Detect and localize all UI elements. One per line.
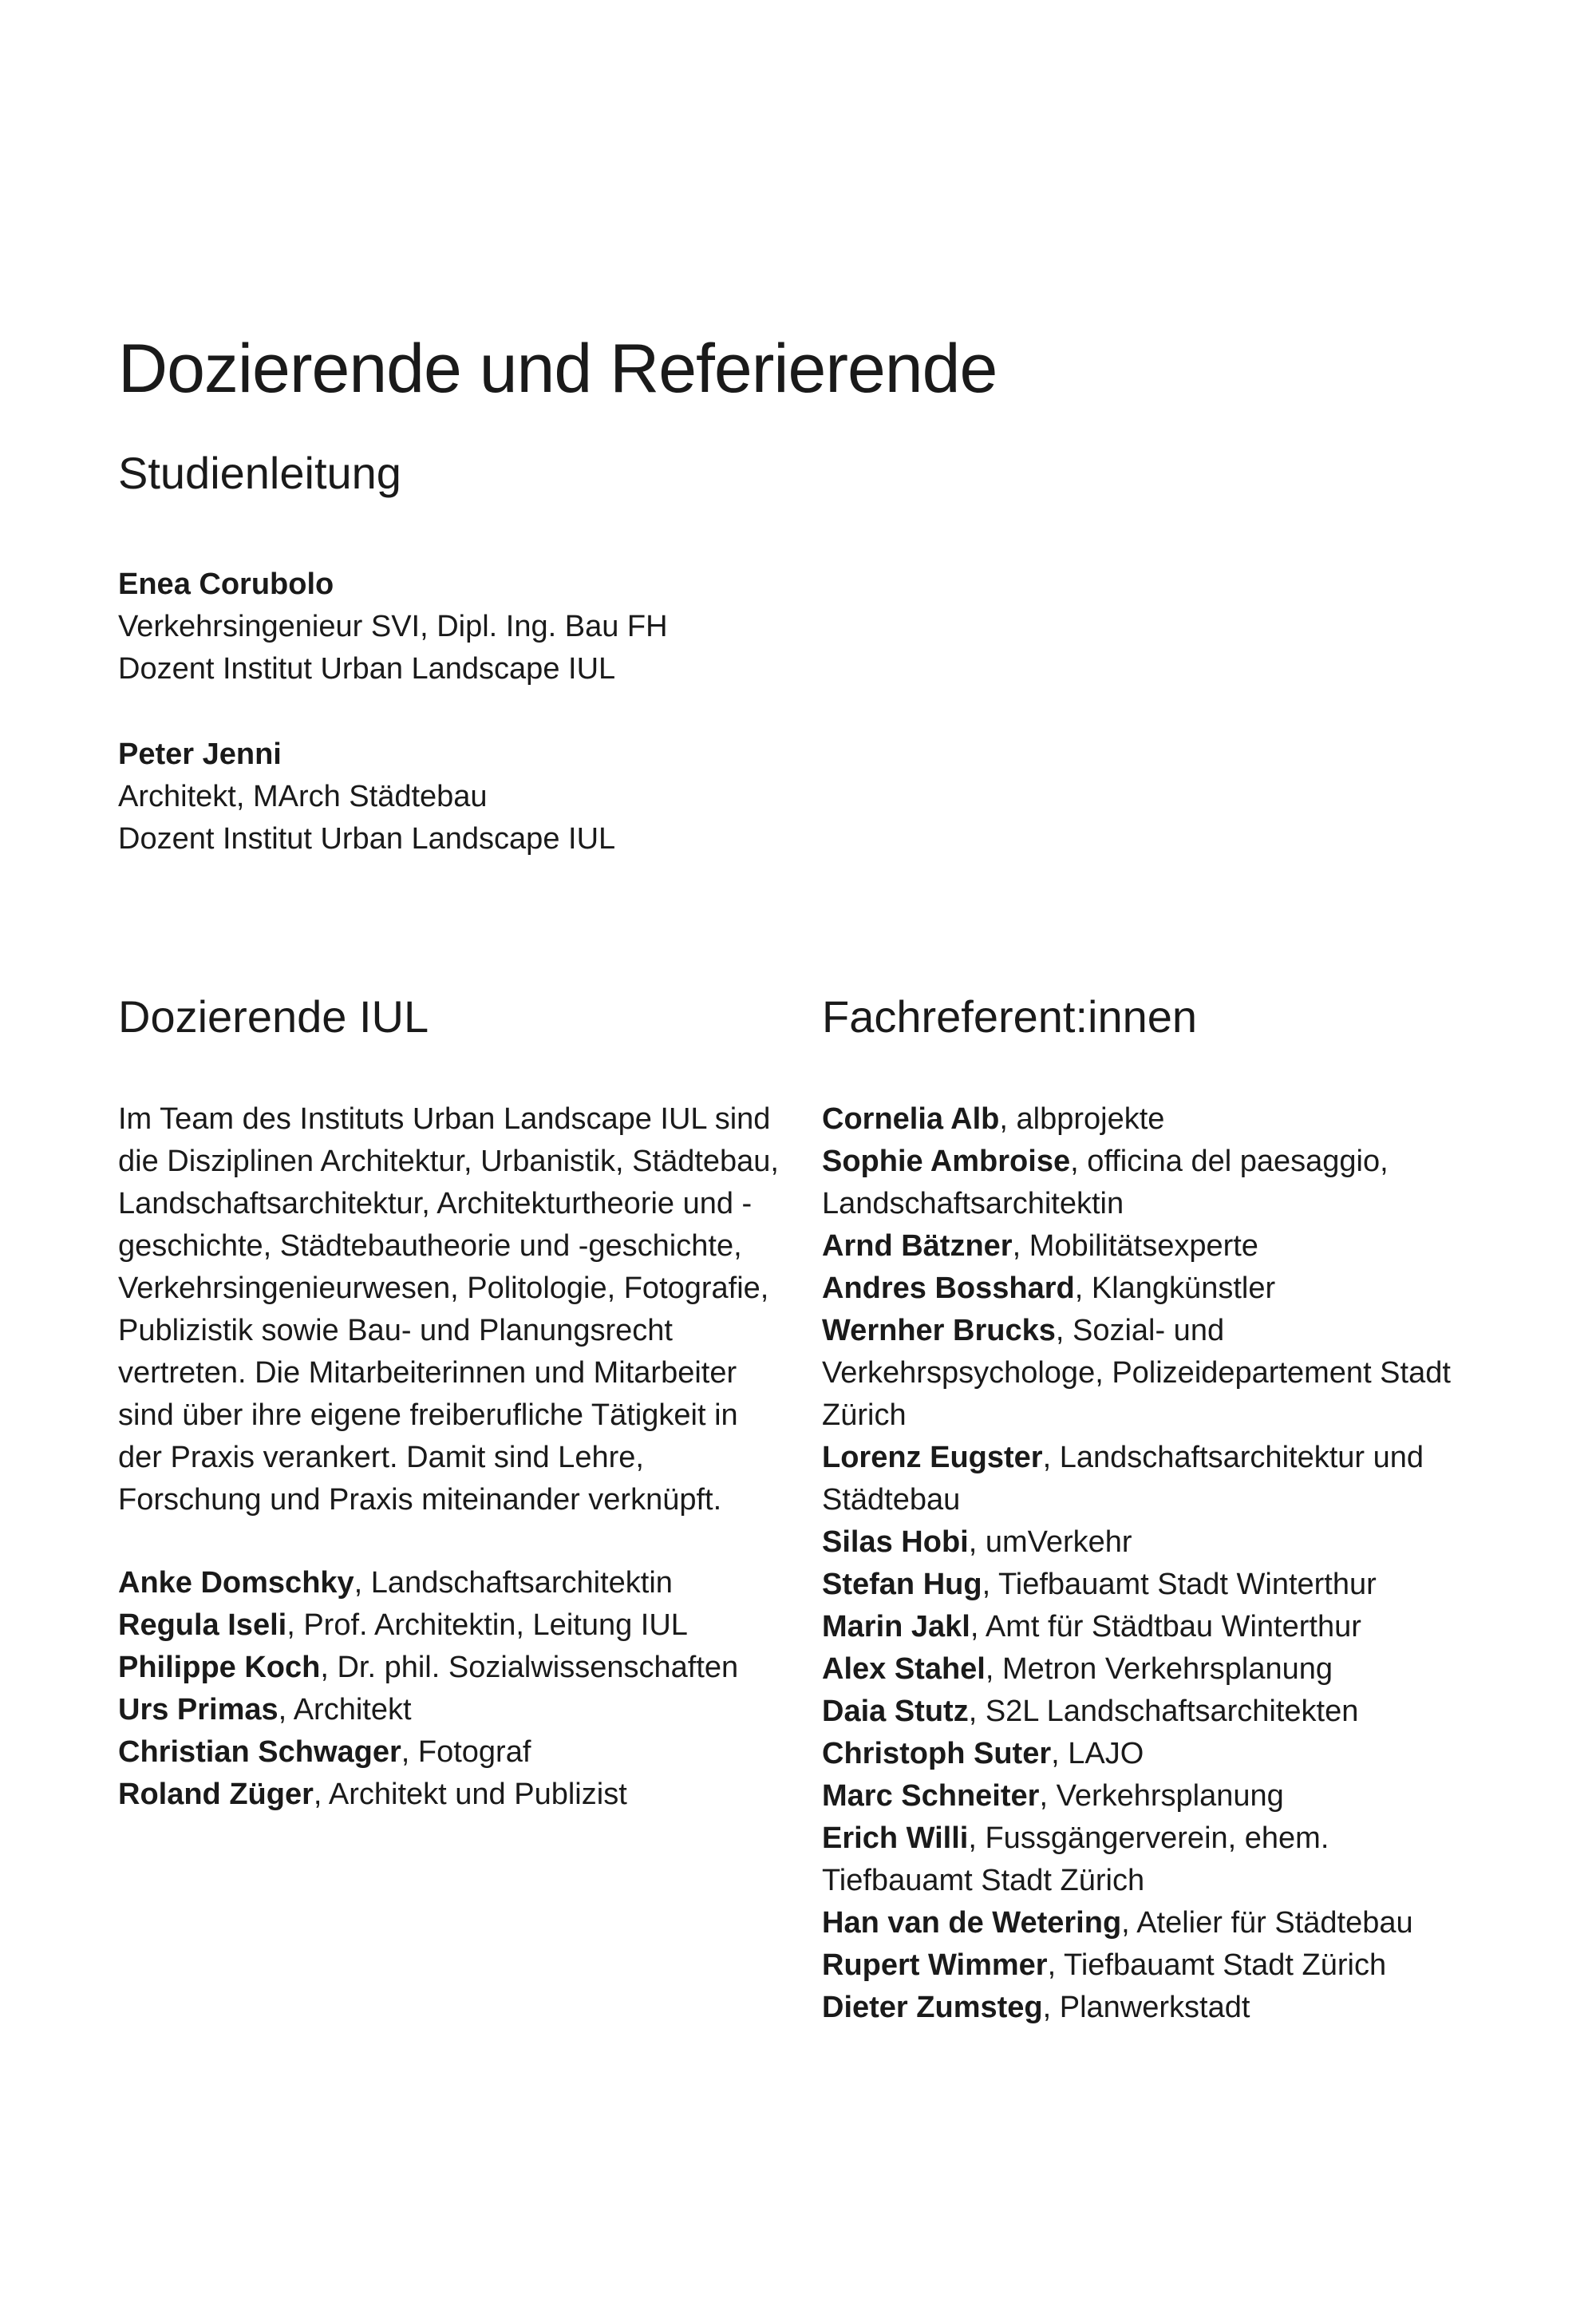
person-name: Erich Willi [822,1821,969,1855]
person-role: , Tiefbauamt Stadt Zürich [1047,1948,1387,1982]
person-name: Christoph Suter [822,1737,1052,1770]
person-role: , Mobilitätsexperte [1012,1229,1258,1263]
person-role: , Metron Verkehrsplanung [985,1652,1333,1686]
person-name: Andres Bosshard [822,1272,1075,1305]
person-name: Han van de Wetering [822,1906,1122,1940]
person-name: Anke Domschky [118,1566,354,1600]
person-name: Regula Iseli [118,1608,287,1642]
person-entry [822,1268,1484,1310]
person-name: Dieter Zumsteg [822,1991,1043,2024]
person-name: Rupert Wimmer [822,1948,1048,1982]
person-name: Urs Primas [118,1693,279,1726]
person-entry [118,1689,788,1731]
section-heading-studienleitung: Studienleitung [118,448,401,498]
leader-title: Architekt, MArch Städtebau [118,780,488,813]
person-role: , Landschaftsarchitektin [354,1566,673,1600]
person-entry [118,1774,788,1816]
person-role: , umVerkehr [968,1525,1132,1559]
person-entry [822,1902,1484,1944]
person-role: , Sozial- und Verkehrspsychologe, Polizeidepartement Stadt Zürich [822,1314,1451,1432]
leader-entry [118,564,772,690]
person-name: Marin Jakl [822,1610,970,1643]
person-role: , S2L Landschaftsarchitekten [968,1695,1359,1728]
person-entry [822,1648,1484,1691]
person-entry [822,1733,1484,1775]
person-name: Arnd Bätzner [822,1229,1013,1263]
leader-name: Peter Jenni [118,738,282,771]
person-role: , Dr. phil. Sozialwissenschaften [320,1651,739,1684]
person-entry [822,1437,1484,1521]
person-name: Wernher Brucks [822,1314,1056,1347]
person-name: Roland Züger [118,1778,314,1811]
person-name: Marc Schneiter [822,1779,1040,1813]
person-entry [822,1141,1484,1225]
person-entry [118,1604,788,1647]
dozierende-intro-paragraph: Im Team des Instituts Urban Landscape IUL sind die Disziplinen Architektur, Urbanistik, Städtebau, Landschaftsarchitektur, Architekturtheorie und -geschichte, Städtebautheorie und -geschichte, Verkehrsingenieurwesen, Politologie, Fotografie, Publizistik sowie Bau- und Planungsrecht vertreten. Die Mitarbeiterinnen und Mitarbeiter sind über ihre eigene freiberufliche Tätigkeit in der Praxis verankert. Damit sind Lehre, Forschung und Praxis miteinander verknüpft. [118,1102,779,1517]
person-role: , Fotograf [401,1735,531,1769]
person-role: , Fussgängerverein, ehem. Tiefbauamt Stadt Zürich [822,1821,1329,1897]
fachreferenten-list [822,1098,1484,2029]
person-role: , Architekt [278,1693,412,1726]
person-name: Stefan Hug [822,1568,982,1601]
person-role: , Amt für Städtbau Winterthur [970,1610,1361,1643]
person-entry [822,1606,1484,1648]
leader-position: Dozent Institut Urban Landscape IUL [118,652,616,686]
person-role: , Verkehrsplanung [1039,1779,1284,1813]
person-entry [822,1775,1484,1817]
section-heading-dozierende: Dozierende IUL [118,991,429,1042]
leader-title: Verkehrsingenieur SVI, Dipl. Ing. Bau FH [118,610,668,643]
person-role: , Prof. Architektin, Leitung IUL [286,1608,688,1642]
person-entry [118,1731,788,1774]
person-role: , Klangkünstler [1074,1272,1276,1305]
leader-name: Enea Corubolo [118,568,334,601]
person-entry [822,1098,1484,1141]
person-name: Silas Hobi [822,1525,969,1559]
person-name: Cornelia Alb [822,1102,1000,1136]
person-entry [822,1691,1484,1733]
section-heading-fachreferenten: Fachreferent:innen [822,991,1198,1042]
person-role: , officina del paesaggio, Landschaftsarchitektin [822,1145,1389,1220]
person-role: , Landschaftsarchitektur und Städtebau [822,1441,1424,1517]
person-name: Sophie Ambroise [822,1145,1071,1178]
person-entry [118,1647,788,1689]
person-entry [822,1944,1484,1987]
person-entry [822,1225,1484,1268]
person-role: , LAJO [1051,1737,1144,1770]
person-role: , Atelier für Städtebau [1121,1906,1413,1940]
person-role: , albprojekte [999,1102,1165,1136]
page-title: Dozierende und Referierende [118,330,998,407]
person-entry [822,1521,1484,1564]
person-name: Christian Schwager [118,1735,401,1769]
person-entry [822,1564,1484,1606]
leader-entry [118,734,772,860]
person-entry [822,1310,1484,1437]
person-entry [822,1987,1484,2029]
leader-position: Dozent Institut Urban Landscape IUL [118,822,616,856]
person-role: , Architekt und Publizist [313,1778,627,1811]
person-entry [822,1817,1484,1902]
person-role: , Tiefbauamt Stadt Winterthur [982,1568,1377,1601]
person-name: Alex Stahel [822,1652,986,1686]
person-entry [118,1562,788,1604]
person-role: , Planwerkstadt [1042,1991,1250,2024]
person-name: Daia Stutz [822,1695,969,1728]
person-name: Philippe Koch [118,1651,321,1684]
dozierende-list [118,1562,788,1816]
person-name: Lorenz Eugster [822,1441,1043,1474]
